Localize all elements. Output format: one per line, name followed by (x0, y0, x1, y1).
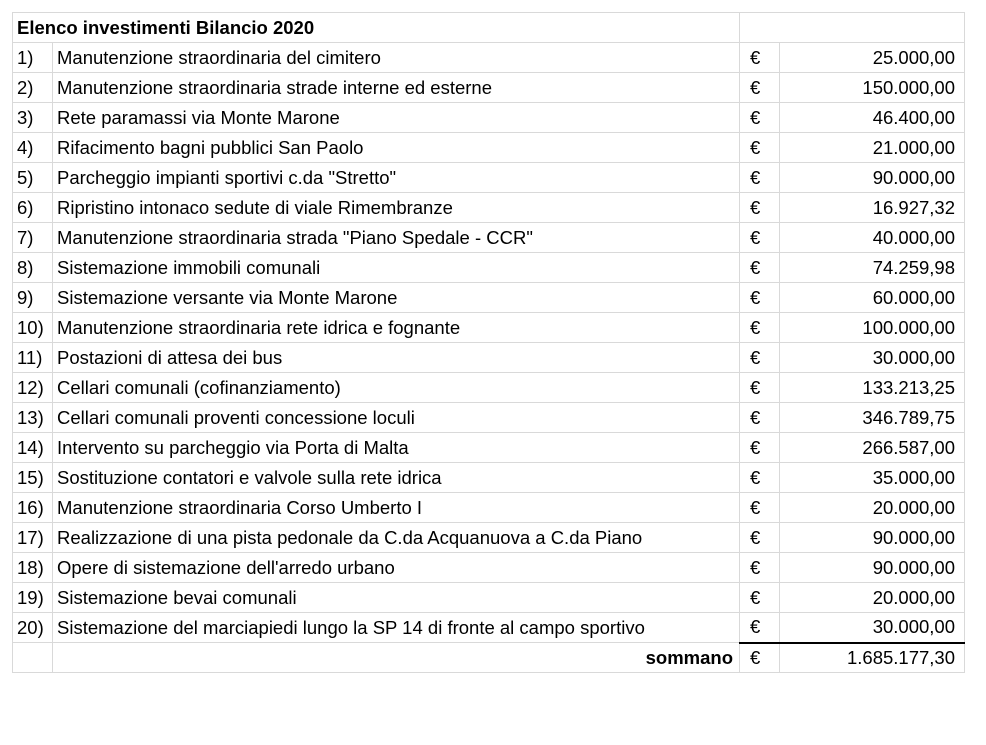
row-currency: € (740, 73, 780, 103)
row-number: 10) (13, 313, 53, 343)
total-currency: € (740, 643, 780, 673)
row-description: Manutenzione straordinaria rete idrica e fognante (53, 313, 740, 343)
row-amount: 90.000,00 (780, 523, 965, 553)
table-row (13, 613, 965, 643)
table-body (13, 13, 965, 673)
row-number: 17) (13, 523, 53, 553)
row-description: Rifacimento bagni pubblici San Paolo (53, 133, 740, 163)
row-number: 18) (13, 553, 53, 583)
row-amount: 74.259,98 (780, 253, 965, 283)
table-row (13, 433, 965, 463)
row-amount: 25.000,00 (780, 43, 965, 73)
table-row (13, 583, 965, 613)
row-currency: € (740, 343, 780, 373)
row-number: 12) (13, 373, 53, 403)
table-row (13, 343, 965, 373)
table-row (13, 493, 965, 523)
table-row (13, 553, 965, 583)
table-row (13, 253, 965, 283)
total-amount: 1.685.177,30 (780, 643, 965, 673)
row-amount: 20.000,00 (780, 583, 965, 613)
table-row (13, 163, 965, 193)
row-description: Opere di sistemazione dell'arredo urbano (53, 553, 740, 583)
row-number: 5) (13, 163, 53, 193)
row-number: 15) (13, 463, 53, 493)
row-amount: 40.000,00 (780, 223, 965, 253)
row-currency: € (740, 283, 780, 313)
row-description: Sistemazione immobili comunali (53, 253, 740, 283)
empty-cell (740, 13, 965, 43)
row-description: Intervento su parcheggio via Porta di Malta (53, 433, 740, 463)
row-currency: € (740, 313, 780, 343)
table-row (13, 133, 965, 163)
row-number: 16) (13, 493, 53, 523)
row-description: Postazioni di attesa dei bus (53, 343, 740, 373)
row-amount: 60.000,00 (780, 283, 965, 313)
table-title: Elenco investimenti Bilancio 2020 (13, 13, 740, 43)
row-amount: 35.000,00 (780, 463, 965, 493)
row-amount: 90.000,00 (780, 553, 965, 583)
row-amount: 16.927,32 (780, 193, 965, 223)
row-currency: € (740, 493, 780, 523)
row-description: Ripristino intonaco sedute di viale Rimembranze (53, 193, 740, 223)
table-row (13, 193, 965, 223)
row-description: Sistemazione bevai comunali (53, 583, 740, 613)
table-row (13, 103, 965, 133)
row-description: Manutenzione straordinaria strade interne ed esterne (53, 73, 740, 103)
table-row (13, 373, 965, 403)
table-row (13, 223, 965, 253)
table-row (13, 463, 965, 493)
row-currency: € (740, 523, 780, 553)
row-amount: 150.000,00 (780, 73, 965, 103)
table-row (13, 73, 965, 103)
row-currency: € (740, 613, 780, 643)
row-amount: 346.789,75 (780, 403, 965, 433)
total-row (13, 643, 965, 673)
row-number: 1) (13, 43, 53, 73)
row-number: 2) (13, 73, 53, 103)
row-amount: 30.000,00 (780, 613, 965, 643)
row-description: Rete paramassi via Monte Marone (53, 103, 740, 133)
row-number: 3) (13, 103, 53, 133)
row-currency: € (740, 583, 780, 613)
row-number: 4) (13, 133, 53, 163)
row-description: Sistemazione del marciapiedi lungo la SP 14 di fronte al campo sportivo (53, 613, 740, 643)
row-amount: 20.000,00 (780, 493, 965, 523)
row-number: 13) (13, 403, 53, 433)
row-currency: € (740, 253, 780, 283)
row-currency: € (740, 463, 780, 493)
row-amount: 100.000,00 (780, 313, 965, 343)
title-row (13, 13, 965, 43)
row-currency: € (740, 433, 780, 463)
row-description: Realizzazione di una pista pedonale da C.da Acquanuova a C.da Piano (53, 523, 740, 553)
row-description: Manutenzione straordinaria strada "Piano Spedale - CCR" (53, 223, 740, 253)
row-description: Sostituzione contatori e valvole sulla rete idrica (53, 463, 740, 493)
table-row (13, 283, 965, 313)
row-currency: € (740, 193, 780, 223)
row-description: Sistemazione versante via Monte Marone (53, 283, 740, 313)
row-description: Cellari comunali proventi concessione loculi (53, 403, 740, 433)
row-description: Manutenzione straordinaria del cimitero (53, 43, 740, 73)
total-label: sommano (53, 643, 740, 673)
row-amount: 21.000,00 (780, 133, 965, 163)
row-number: 11) (13, 343, 53, 373)
row-amount: 266.587,00 (780, 433, 965, 463)
row-amount: 30.000,00 (780, 343, 965, 373)
row-currency: € (740, 553, 780, 583)
row-currency: € (740, 103, 780, 133)
investment-table (12, 12, 965, 673)
row-currency: € (740, 403, 780, 433)
row-number: 7) (13, 223, 53, 253)
row-number: 14) (13, 433, 53, 463)
table-row (13, 313, 965, 343)
row-currency: € (740, 373, 780, 403)
row-number: 19) (13, 583, 53, 613)
table-row (13, 43, 965, 73)
row-number: 8) (13, 253, 53, 283)
row-number: 9) (13, 283, 53, 313)
row-currency: € (740, 163, 780, 193)
row-amount: 133.213,25 (780, 373, 965, 403)
row-description: Cellari comunali (cofinanziamento) (53, 373, 740, 403)
row-currency: € (740, 43, 780, 73)
row-number: 20) (13, 613, 53, 643)
table-row (13, 523, 965, 553)
row-description: Parcheggio impianti sportivi c.da "Stretto" (53, 163, 740, 193)
row-currency: € (740, 223, 780, 253)
table-row (13, 403, 965, 433)
row-currency: € (740, 133, 780, 163)
row-description: Manutenzione straordinaria Corso Umberto I (53, 493, 740, 523)
row-number: 6) (13, 193, 53, 223)
total-empty-cell (13, 643, 53, 673)
row-amount: 90.000,00 (780, 163, 965, 193)
row-amount: 46.400,00 (780, 103, 965, 133)
